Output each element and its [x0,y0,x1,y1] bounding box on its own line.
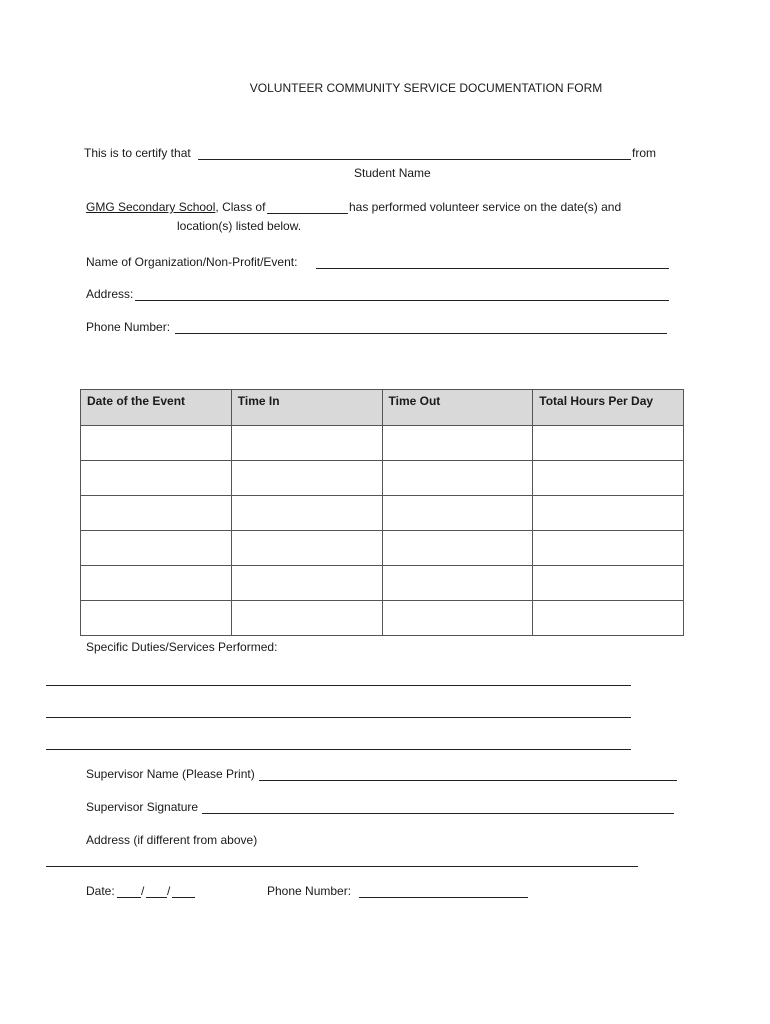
table-cell[interactable] [81,601,232,636]
table-cell[interactable] [382,601,533,636]
supervisor-phone-field[interactable] [359,897,528,898]
form-title: VOLUNTEER COMMUNITY SERVICE DOCUMENTATION FORM [249,81,603,95]
table-cell[interactable] [382,461,533,496]
table-cell[interactable] [382,566,533,601]
student-name-caption: Student Name [354,166,431,180]
table-row [81,601,684,636]
organization-label: Name of Organization/Non-Profit/Event: [86,255,298,269]
performed-text: has performed volunteer service on the date(s) and [349,200,622,214]
table-cell[interactable] [231,496,382,531]
table-cell[interactable] [382,496,533,531]
header-date: Date of the Event [81,390,232,426]
table-cell[interactable] [231,566,382,601]
duties-line-2[interactable] [46,717,631,718]
table-cell[interactable] [382,426,533,461]
performed-text-2: location(s) listed below. [177,219,302,233]
table-cell[interactable] [81,426,232,461]
table-row [81,566,684,601]
supervisor-signature-field[interactable] [202,813,674,814]
table-cell[interactable] [533,601,684,636]
table-row [81,461,684,496]
table-cell[interactable] [81,496,232,531]
duties-line-3[interactable] [46,749,631,750]
supervisor-address-field[interactable] [46,866,638,867]
table-cell[interactable] [231,601,382,636]
duties-line-1[interactable] [46,685,631,686]
address-field[interactable] [135,300,669,301]
table-body [81,426,684,636]
header-total-hours: Total Hours Per Day [533,390,684,426]
date-day-field[interactable] [146,897,167,898]
header-time-out: Time Out [382,390,533,426]
table-cell[interactable] [382,531,533,566]
duties-label: Specific Duties/Services Performed: [86,640,278,654]
table-cell[interactable] [533,461,684,496]
date-sep-1: / [141,884,145,898]
certify-suffix: from [632,146,656,160]
table-cell[interactable] [231,531,382,566]
supervisor-name-field[interactable] [259,780,677,781]
table-cell[interactable] [533,496,684,531]
table-header-row [81,390,684,426]
table-cell[interactable] [533,426,684,461]
class-year-field[interactable] [267,213,348,214]
table-row [81,426,684,461]
table-cell[interactable] [231,461,382,496]
service-log-table [80,389,684,636]
supervisor-signature-label: Supervisor Signature [86,800,199,814]
supervisor-phone-label: Phone Number: [267,884,352,898]
table-cell[interactable] [81,531,232,566]
date-label: Date: [86,884,115,898]
phone-field[interactable] [175,333,667,334]
table-row [81,496,684,531]
organization-field[interactable] [316,268,669,269]
supervisor-name-label: Supervisor Name (Please Print) [86,767,255,781]
table-cell[interactable] [231,426,382,461]
certify-prefix: This is to certify that [84,146,191,160]
table-cell[interactable] [533,531,684,566]
date-sep-2: / [167,884,171,898]
school-name: GMG Secondary School [86,200,216,214]
date-month-field[interactable] [117,897,141,898]
supervisor-address-label: Address (if different from above) [86,833,258,847]
phone-label: Phone Number: [86,320,171,334]
table-cell[interactable] [81,566,232,601]
student-name-field[interactable] [198,159,631,160]
address-label: Address: [86,287,134,301]
date-year-field[interactable] [172,897,195,898]
table-row [81,531,684,566]
header-time-in: Time In [231,390,382,426]
table-cell[interactable] [81,461,232,496]
class-of-label: , Class of [215,200,266,214]
school-line [86,200,265,214]
table-cell[interactable] [533,566,684,601]
